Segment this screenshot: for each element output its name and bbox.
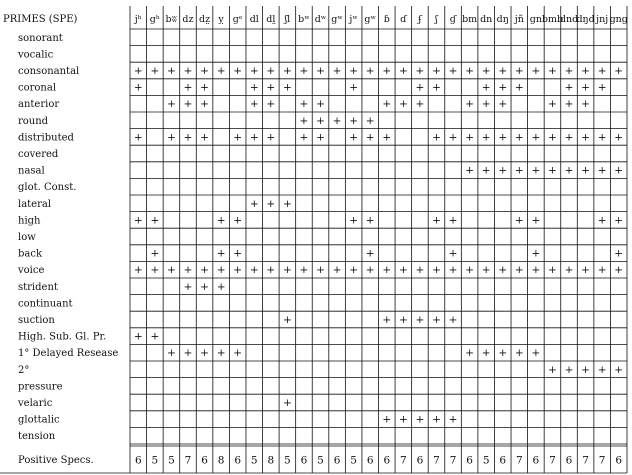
column-header: dn xyxy=(480,14,493,25)
total-value: 5 xyxy=(317,454,324,467)
plus-mark: + xyxy=(299,131,309,144)
plus-mark: + xyxy=(299,114,309,127)
total-value: 5 xyxy=(250,454,258,467)
plus-mark: + xyxy=(133,264,143,277)
plus-mark: + xyxy=(282,81,292,94)
plus-mark: + xyxy=(531,65,541,77)
plus-mark: + xyxy=(581,98,590,111)
plus-mark: + xyxy=(614,264,624,277)
plus-mark: + xyxy=(200,347,209,360)
plus-mark: + xyxy=(597,81,607,94)
feature-label: voice xyxy=(18,265,45,277)
plus-mark: + xyxy=(465,264,475,277)
plus-mark: + xyxy=(183,347,193,360)
total-value: 8 xyxy=(217,454,225,467)
plus-mark: + xyxy=(498,347,508,360)
column-header: ɗ xyxy=(400,14,407,25)
plus-mark: + xyxy=(564,81,574,94)
column-header: ỵ xyxy=(218,14,224,25)
plus-mark: + xyxy=(564,131,574,144)
plus-mark: + xyxy=(498,264,508,277)
plus-mark: + xyxy=(200,280,209,293)
plus-mark: + xyxy=(398,65,408,77)
plus-mark: + xyxy=(249,98,259,111)
plus-mark: + xyxy=(167,98,176,111)
plus-mark: + xyxy=(514,65,524,77)
plus-mark: + xyxy=(614,247,624,260)
plus-mark: + xyxy=(597,164,607,177)
plus-mark: + xyxy=(581,164,590,177)
plus-mark: + xyxy=(365,214,375,227)
total-value: 6 xyxy=(333,454,341,467)
plus-mark: + xyxy=(349,65,359,77)
plus-mark: + xyxy=(614,164,624,177)
plus-mark: + xyxy=(597,131,607,144)
plus-mark: + xyxy=(564,164,574,177)
plus-mark: + xyxy=(233,131,243,144)
plus-mark: + xyxy=(465,98,475,111)
plus-mark: + xyxy=(167,65,176,77)
plus-mark: + xyxy=(382,413,392,426)
plus-mark: + xyxy=(299,264,309,277)
plus-mark: + xyxy=(183,98,193,111)
column-header: dŋd xyxy=(576,14,595,25)
plus-mark: + xyxy=(349,81,359,94)
column-header: ɓ xyxy=(383,14,390,25)
plus-mark: + xyxy=(432,314,441,326)
plus-mark: + xyxy=(481,131,491,144)
plus-mark: + xyxy=(614,363,624,376)
plus-mark: + xyxy=(481,264,491,277)
plus-mark: + xyxy=(133,214,143,227)
plus-mark: + xyxy=(548,131,557,144)
plus-mark: + xyxy=(299,65,309,77)
feature-label: distributed xyxy=(18,132,74,144)
plus-mark: + xyxy=(415,65,425,77)
feature-label: strident xyxy=(18,281,58,293)
total-value: 6 xyxy=(565,454,573,467)
column-header: jʰ xyxy=(134,14,142,25)
total-value: 6 xyxy=(201,454,208,467)
plus-mark: + xyxy=(531,131,541,144)
plus-mark: + xyxy=(167,347,176,360)
feature-label: nasal xyxy=(18,165,45,177)
feature-label: covered xyxy=(18,149,59,160)
plus-mark: + xyxy=(133,131,143,144)
column-header: gng xyxy=(609,14,628,25)
column-header: ɠ xyxy=(449,14,457,25)
plus-mark: + xyxy=(133,65,143,77)
plus-mark: + xyxy=(481,65,491,77)
plus-mark: + xyxy=(216,264,226,277)
plus-mark: + xyxy=(282,264,292,277)
plus-mark: + xyxy=(316,65,325,77)
feature-label: sonorant xyxy=(18,32,63,44)
plus-mark: + xyxy=(316,131,325,144)
plus-mark: + xyxy=(514,264,524,277)
totals-label: Positive Specs. xyxy=(18,455,94,466)
plus-mark: + xyxy=(316,98,325,111)
total-value: 5 xyxy=(151,454,159,467)
plus-mark: + xyxy=(597,363,607,376)
plus-mark: + xyxy=(349,214,359,227)
plus-mark: + xyxy=(514,164,524,177)
column-header: dl̤ xyxy=(266,14,276,25)
plus-mark: + xyxy=(581,81,590,94)
plus-mark: + xyxy=(382,314,392,326)
feature-label: velaric xyxy=(18,398,53,409)
plus-mark: + xyxy=(597,214,607,227)
plus-mark: + xyxy=(531,214,541,227)
plus-mark: + xyxy=(183,264,193,277)
column-header: gn xyxy=(529,14,542,25)
plus-mark: + xyxy=(498,65,508,77)
plus-mark: + xyxy=(150,264,160,277)
plus-mark: + xyxy=(167,264,176,277)
plus-mark: + xyxy=(332,114,342,127)
plus-mark: + xyxy=(183,65,193,77)
plus-mark: + xyxy=(481,347,491,360)
feature-label: vocalic xyxy=(18,49,54,61)
plus-mark: + xyxy=(150,330,160,343)
plus-mark: + xyxy=(514,347,524,360)
feature-label: coronal xyxy=(18,82,57,94)
plus-mark: + xyxy=(266,131,276,144)
plus-mark: + xyxy=(216,347,226,360)
plus-mark: + xyxy=(316,264,325,277)
plus-mark: + xyxy=(249,197,259,210)
plus-mark: + xyxy=(349,114,359,127)
plus-mark: + xyxy=(432,131,441,144)
total-value: 7 xyxy=(582,454,589,467)
feature-label: lateral xyxy=(18,198,52,210)
plus-mark: + xyxy=(398,314,408,326)
plus-mark: + xyxy=(233,247,243,260)
plus-mark: + xyxy=(216,65,226,77)
plus-mark: + xyxy=(432,264,441,277)
column-header: jnj xyxy=(596,14,609,25)
column-header: dŋ xyxy=(496,14,509,25)
plus-mark: + xyxy=(432,214,441,227)
column-header: jñ xyxy=(514,14,524,25)
plus-mark: + xyxy=(216,247,226,260)
feature-label: glot. Const. xyxy=(18,182,77,194)
plus-mark: + xyxy=(498,131,508,144)
plus-mark: + xyxy=(415,81,425,94)
column-header: bmb xyxy=(541,14,564,25)
plus-mark: + xyxy=(382,131,392,144)
plus-mark: + xyxy=(481,81,491,94)
plus-mark: + xyxy=(200,81,209,94)
feature-label: anterior xyxy=(18,99,60,111)
plus-mark: + xyxy=(564,363,574,376)
feature-label: High. Sub. Gl. Pr. xyxy=(18,331,107,343)
plus-mark: + xyxy=(448,131,458,144)
total-value: 5 xyxy=(350,454,357,467)
feature-label: pressure xyxy=(18,381,63,393)
plus-mark: + xyxy=(548,363,557,376)
total-value: 7 xyxy=(433,454,440,467)
column-header: dz̤ xyxy=(199,14,211,25)
plus-mark: + xyxy=(581,264,590,277)
plus-mark: + xyxy=(249,264,259,277)
plus-mark: + xyxy=(233,65,243,77)
plus-mark: + xyxy=(133,81,143,94)
column-header: gᵉ xyxy=(232,14,243,25)
plus-mark: + xyxy=(266,65,276,77)
plus-mark: + xyxy=(564,65,574,77)
column-header: bʷ xyxy=(298,14,310,25)
plus-mark: + xyxy=(365,264,375,277)
plus-mark: + xyxy=(150,247,160,260)
plus-mark: + xyxy=(548,164,557,177)
plus-mark: + xyxy=(167,131,176,144)
header-label: PRIMES (SPE) xyxy=(3,14,78,25)
plus-mark: + xyxy=(266,197,276,210)
plus-mark: + xyxy=(249,65,259,77)
plus-mark: + xyxy=(216,280,226,293)
plus-mark: + xyxy=(465,65,475,77)
plus-mark: + xyxy=(398,264,408,277)
plus-mark: + xyxy=(448,247,458,260)
total-value: 7 xyxy=(549,454,556,467)
feature-label: low xyxy=(18,232,36,243)
column-header: dnd xyxy=(559,14,579,25)
plus-mark: + xyxy=(581,65,590,77)
plus-mark: + xyxy=(249,131,259,144)
plus-mark: + xyxy=(448,413,458,426)
plus-mark: + xyxy=(200,98,209,111)
total-value: 7 xyxy=(400,454,407,467)
plus-mark: + xyxy=(614,214,624,227)
plus-mark: + xyxy=(332,264,342,277)
column-header: bm xyxy=(462,14,478,25)
plus-mark: + xyxy=(448,314,458,326)
plus-mark: + xyxy=(465,131,475,144)
plus-mark: + xyxy=(498,98,508,111)
plus-mark: + xyxy=(349,131,359,144)
plus-mark: + xyxy=(581,363,590,376)
plus-mark: + xyxy=(481,98,491,111)
plus-mark: + xyxy=(498,164,508,177)
total-value: 5 xyxy=(284,454,291,467)
feature-label: consonantal xyxy=(18,66,80,77)
plus-mark: + xyxy=(514,214,524,227)
plus-mark: + xyxy=(200,65,209,77)
plus-mark: + xyxy=(316,114,325,127)
plus-mark: + xyxy=(415,98,425,111)
feature-label: suction xyxy=(18,315,55,326)
plus-mark: + xyxy=(398,98,408,111)
plus-mark: + xyxy=(266,81,276,94)
feature-label: round xyxy=(18,115,49,127)
total-value: 6 xyxy=(499,454,507,467)
feature-label: 1° Delayed Resease xyxy=(18,348,119,360)
column-header: dz xyxy=(182,14,194,25)
plus-mark: + xyxy=(415,264,425,277)
plus-mark: + xyxy=(183,280,193,293)
plus-mark: + xyxy=(233,214,243,227)
plus-mark: + xyxy=(465,347,475,360)
plus-mark: + xyxy=(282,314,292,326)
total-value: 5 xyxy=(168,454,175,467)
plus-mark: + xyxy=(249,81,259,94)
total-value: 8 xyxy=(267,454,275,467)
plus-mark: + xyxy=(365,247,375,260)
plus-mark: + xyxy=(365,131,375,144)
plus-mark: + xyxy=(548,98,557,111)
total-value: 7 xyxy=(598,454,606,467)
column-header: ʃ xyxy=(435,14,438,25)
plus-mark: + xyxy=(448,264,458,277)
plus-mark: + xyxy=(614,65,624,77)
plus-mark: + xyxy=(531,247,541,260)
column-header: ʃl xyxy=(284,14,291,25)
plus-mark: + xyxy=(415,314,425,326)
plus-mark: + xyxy=(382,264,392,277)
plus-mark: + xyxy=(548,264,557,277)
plus-mark: + xyxy=(614,131,624,144)
plus-mark: + xyxy=(365,114,375,127)
feature-label: back xyxy=(18,248,43,260)
plus-mark: + xyxy=(282,65,292,77)
plus-mark: + xyxy=(282,397,292,409)
plus-mark: + xyxy=(233,264,243,277)
plus-mark: + xyxy=(349,264,359,277)
plus-mark: + xyxy=(432,413,441,426)
column-header: gʷ xyxy=(331,14,343,25)
plus-mark: + xyxy=(200,264,209,277)
total-value: 6 xyxy=(615,454,623,467)
plus-mark: + xyxy=(432,65,441,77)
plus-mark: + xyxy=(183,81,193,94)
plus-mark: + xyxy=(133,330,143,343)
plus-mark: + xyxy=(514,81,524,94)
plus-mark: + xyxy=(150,65,160,77)
feature-label: glottalic xyxy=(18,414,60,426)
total-value: 5 xyxy=(482,454,490,467)
plus-mark: + xyxy=(531,264,541,277)
column-header: gʷ xyxy=(364,14,377,25)
column-header: dʷ xyxy=(314,14,327,25)
plus-mark: + xyxy=(448,214,458,227)
plus-mark: + xyxy=(299,98,309,111)
feature-label: 2° xyxy=(18,364,30,376)
plus-mark: + xyxy=(564,98,574,111)
plus-mark: + xyxy=(150,214,160,227)
plus-mark: + xyxy=(365,65,375,77)
total-value: 6 xyxy=(466,454,473,467)
plus-mark: + xyxy=(498,81,508,94)
plus-mark: + xyxy=(597,264,607,277)
plus-mark: + xyxy=(282,197,292,210)
column-header: dl xyxy=(249,14,259,25)
total-value: 6 xyxy=(416,454,424,467)
plus-mark: + xyxy=(382,65,392,77)
total-value: 6 xyxy=(532,454,540,467)
plus-mark: + xyxy=(233,347,243,360)
total-value: 7 xyxy=(184,454,192,467)
column-header: ʄ xyxy=(418,14,422,25)
total-value: 6 xyxy=(383,454,391,467)
plus-mark: + xyxy=(415,413,425,426)
total-value: 6 xyxy=(134,454,142,467)
plus-mark: + xyxy=(382,98,392,111)
plus-mark: + xyxy=(531,164,541,177)
plus-mark: + xyxy=(266,98,276,111)
plus-mark: + xyxy=(448,65,458,77)
plus-mark: + xyxy=(216,214,226,227)
feature-label: continuant xyxy=(18,298,73,310)
plus-mark: + xyxy=(200,131,209,144)
plus-mark: + xyxy=(581,131,590,144)
plus-mark: + xyxy=(597,65,607,77)
plus-mark: + xyxy=(266,264,276,277)
total-value: 6 xyxy=(300,454,308,467)
plus-mark: + xyxy=(481,164,491,177)
column-header: gʰ xyxy=(149,14,160,25)
plus-mark: + xyxy=(398,413,408,426)
plus-mark: + xyxy=(564,264,574,277)
plus-mark: + xyxy=(432,81,441,94)
plus-mark: + xyxy=(183,131,193,144)
feature-label: high xyxy=(18,215,41,227)
column-header: jʷ xyxy=(349,14,358,25)
total-value: 6 xyxy=(234,454,242,467)
column-header: bʬ xyxy=(165,14,178,25)
plus-mark: + xyxy=(531,347,541,360)
total-value: 6 xyxy=(366,454,374,467)
plus-mark: + xyxy=(514,131,524,144)
total-value: 7 xyxy=(449,454,457,467)
total-value: 7 xyxy=(515,454,523,467)
plus-mark: + xyxy=(332,65,342,77)
plus-mark: + xyxy=(465,164,475,177)
plus-mark: + xyxy=(548,65,557,77)
feature-label: tension xyxy=(18,431,56,443)
